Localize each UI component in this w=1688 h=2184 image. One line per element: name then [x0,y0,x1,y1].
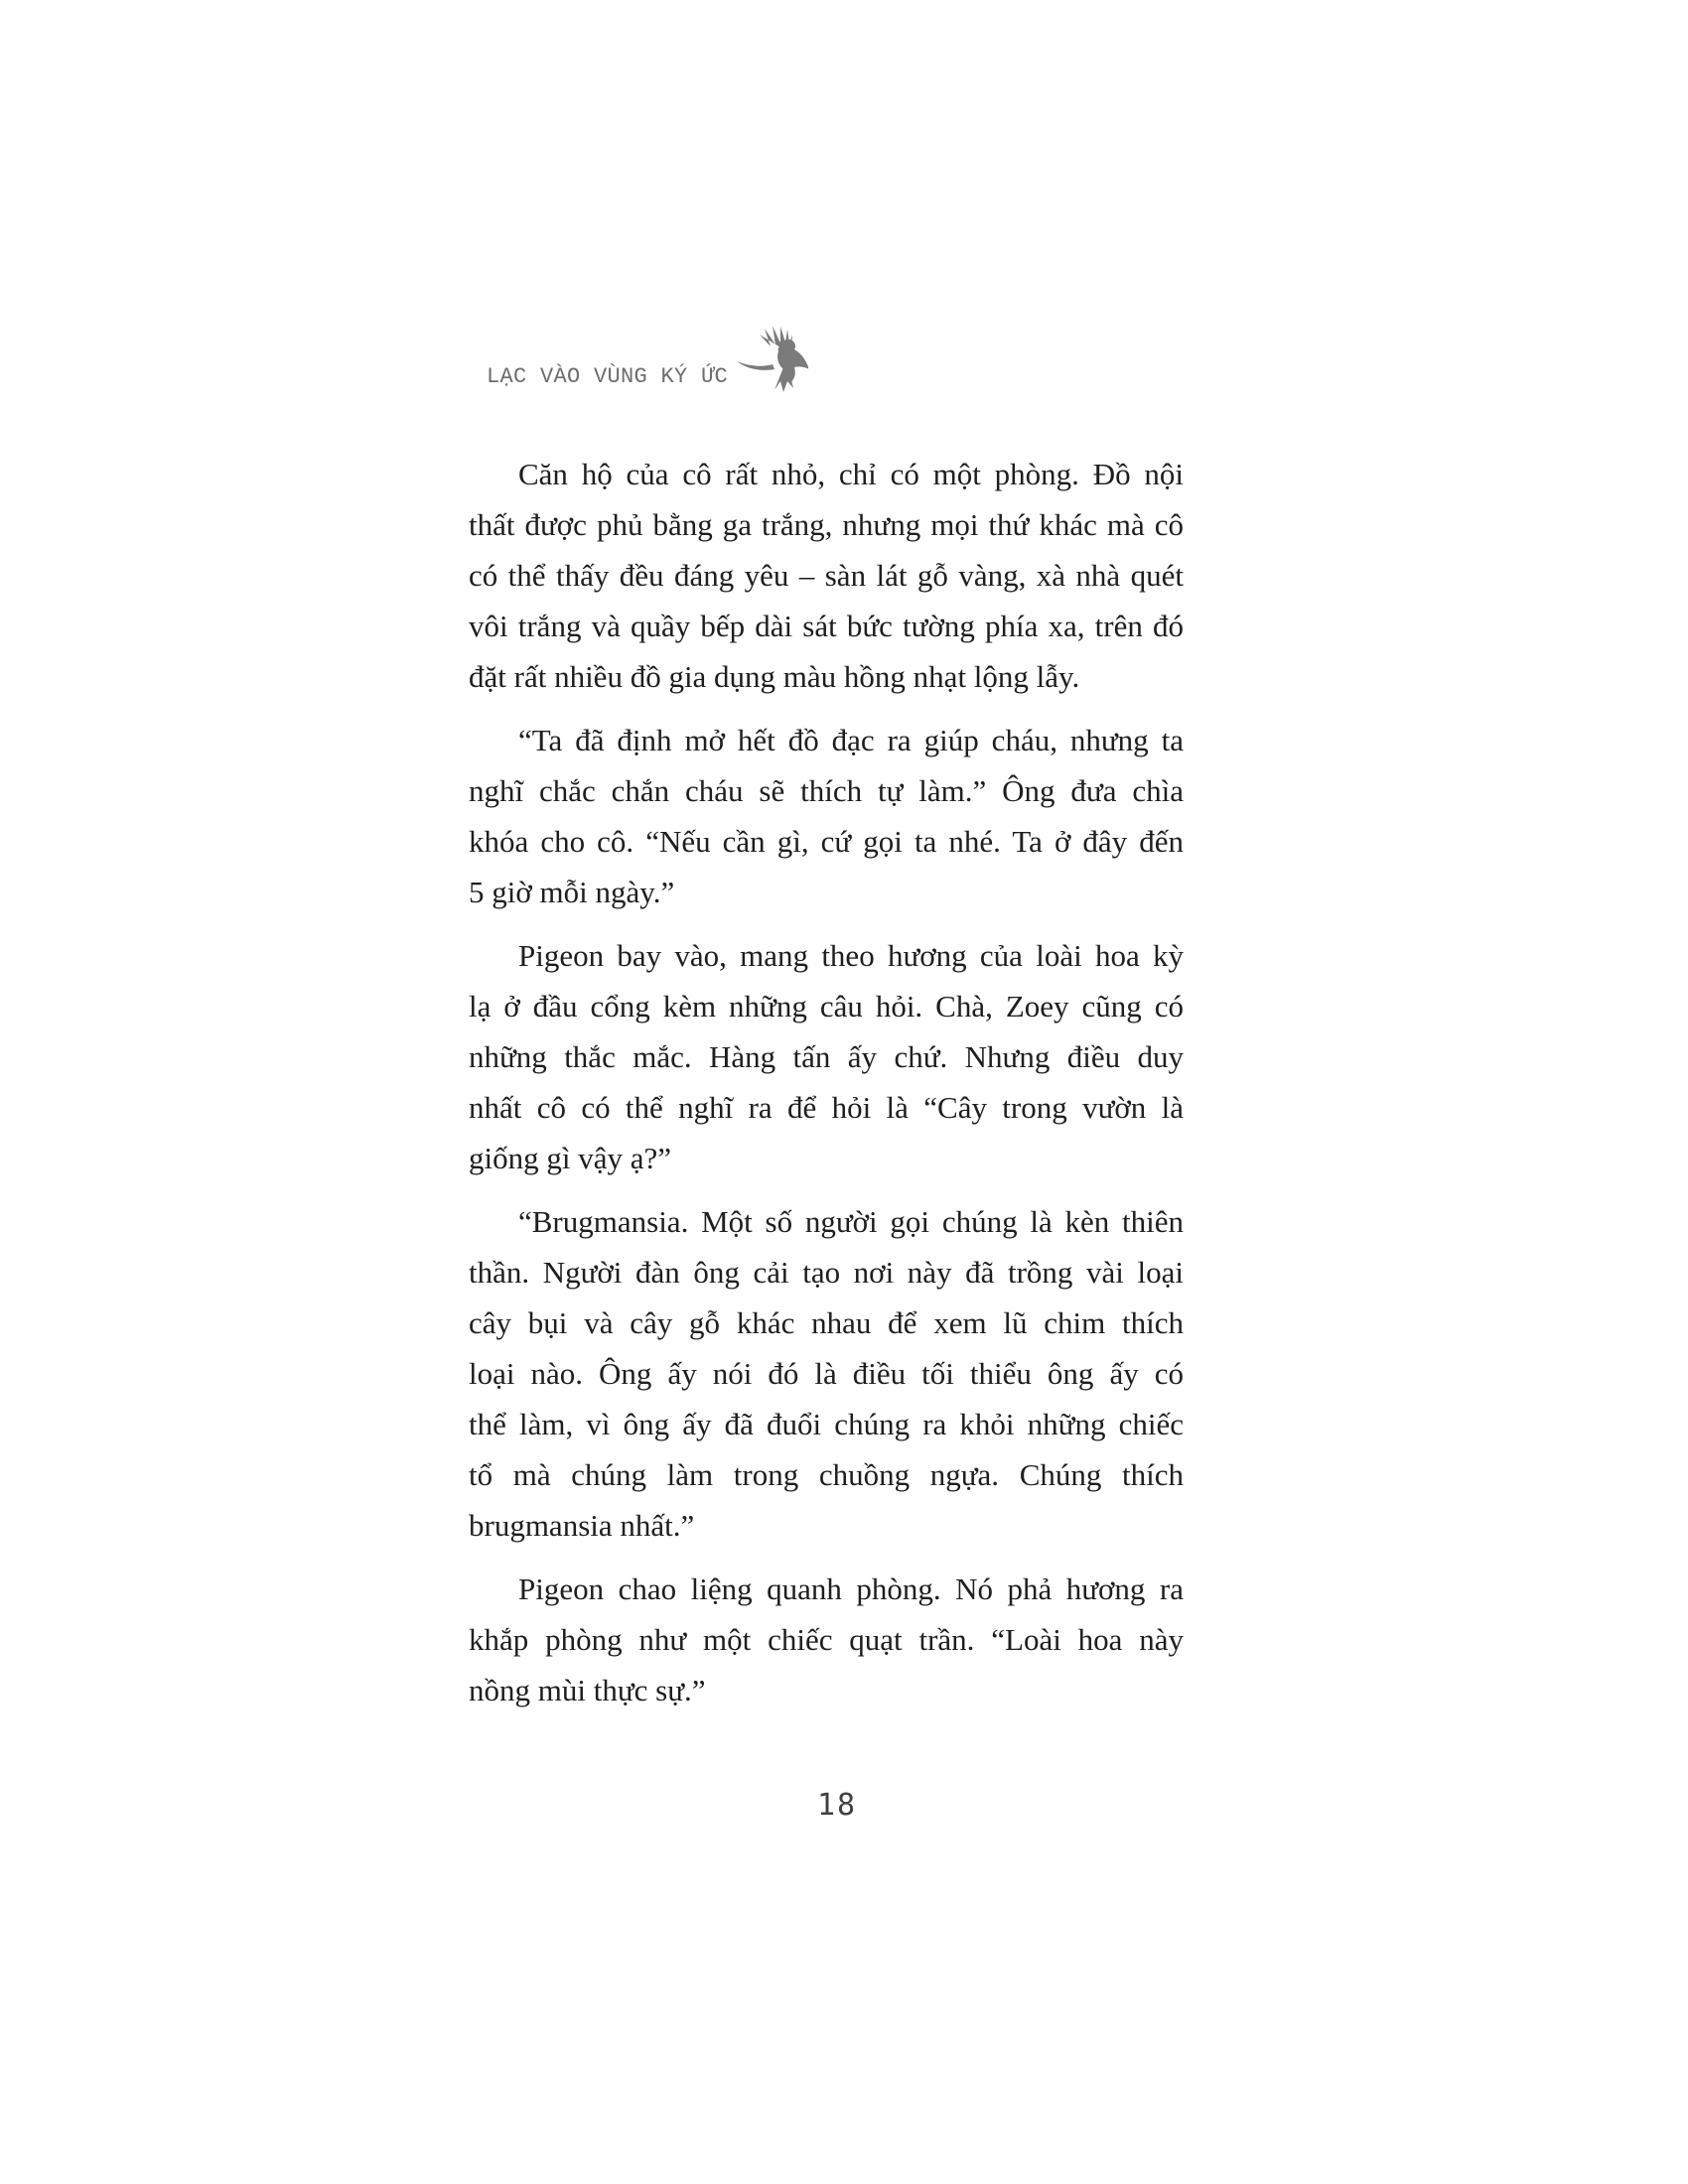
text-line: nhất cô có thể nghĩ ra để hỏi là “Cây trong vườn là [469,1090,1184,1125]
text-line: Pigeon bay vào, mang theo hương của loài hoa kỳ [518,938,1184,973]
body-text [469,449,1184,1715]
text-line: 5 giờ mỗi ngày.” [469,875,675,909]
bird-icon [737,325,808,392]
running-header: LẠC VÀO VÙNG KÝ ỨC [487,364,729,389]
paragraph [469,930,1184,1183]
paragraph [469,449,1184,702]
text-line: nồng mùi thực sự.” [469,1673,706,1707]
text-line: vôi trắng và quầy bếp dài sát bức tường phía xa, trên đó [469,609,1184,643]
text-line: loại nào. Ông ấy nói đó là điều tối thiểu ông ấy có [469,1356,1184,1391]
text-line: “Ta đã định mở hết đồ đạc ra giúp cháu, nhưng ta [518,723,1184,757]
text-line: nghĩ chắc chắn cháu sẽ thích tự làm.” Ông đưa chìa [469,773,1184,808]
text-line: giống gì vậy ạ?” [469,1141,672,1175]
text-line: thất được phủ bằng ga trắng, nhưng mọi thứ khác mà cô [469,507,1184,542]
text-line: lạ ở đầu cổng kèm những câu hỏi. Chà, Zoey cũng có [469,989,1184,1024]
text-line: brugmansia nhất.” [469,1508,695,1543]
text-line: khóa cho cô. “Nếu cần gì, cứ gọi ta nhé. Ta ở đây đến [469,824,1184,859]
paragraph [469,1564,1184,1715]
text-line: đặt rất nhiều đồ gia dụng màu hồng nhạt lộng lẫy. [469,659,1080,694]
text-line: thể làm, vì ông ấy đã đuổi chúng ra khỏi những chiếc [469,1407,1184,1441]
page-number: 18 [816,1788,858,1823]
text-line: khắp phòng như một chiếc quạt trần. “Loài hoa này [469,1622,1184,1657]
text-line: Căn hộ của cô rất nhỏ, chỉ có một phòng. Đồ nội [518,457,1184,491]
paragraph [469,715,1184,917]
text-line: Pigeon chao liệng quanh phòng. Nó phả hương ra [518,1571,1184,1606]
text-line: thần. Người đàn ông cải tạo nơi này đã trồng vài loại [469,1255,1184,1290]
text-line: có thể thấy đều đáng yêu – sàn lát gỗ vàng, xà nhà quét [469,558,1184,593]
text-line: cây bụi và cây gỗ khác nhau để xem lũ chim thích [469,1305,1184,1340]
text-line: những thắc mắc. Hàng tấn ấy chứ. Nhưng điều duy [469,1039,1184,1074]
paragraph [469,1196,1184,1551]
text-line: tổ mà chúng làm trong chuồng ngựa. Chúng thích [469,1457,1184,1492]
text-line: “Brugmansia. Một số người gọi chúng là kèn thiên [518,1204,1184,1239]
